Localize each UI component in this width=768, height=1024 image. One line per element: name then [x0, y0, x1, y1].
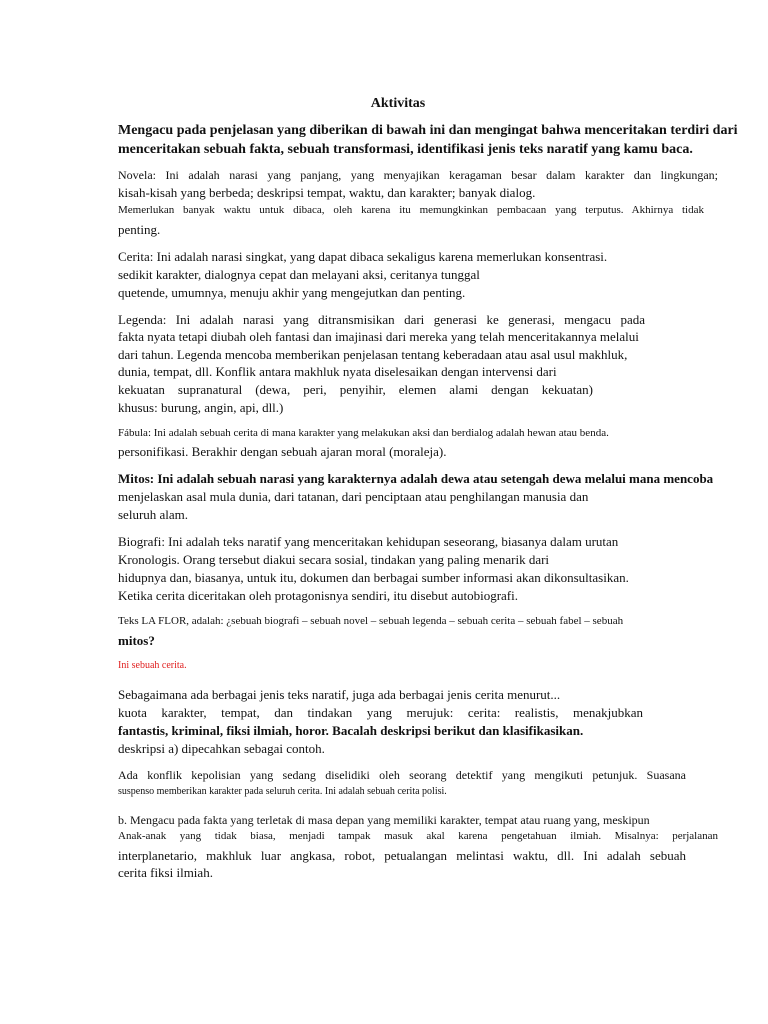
genres-line-3: fantastis, kriminal, fiksi ilmiah, horor. Bacalah deskripsi berikut dan klasifikasikan.: [118, 723, 584, 738]
legenda-line-2: fakta nyata tetapi diubah oleh fantasi dan imajinasi dari mereka yang telah menceritakannya melalui: [118, 329, 639, 344]
legenda-line-1: Legenda: Ini adalah narasi yang ditransmisikan dari generasi ke generasi, mengacu pada: [118, 312, 645, 327]
example-b-line-1: b. Mengacu pada fakta yang terletak di masa depan yang memiliki karakter, tempat atau ruang yang, meskipun: [118, 813, 650, 827]
mitos-line-1: Mitos: Ini adalah sebuah narasi yang karakternya adalah dewa atau setengah dewa melalui mana mencoba: [118, 471, 714, 486]
biografi-line-1: Biografi: Ini adalah teks naratif yang menceritakan kehidupan seseorang, biasanya dalam urutan: [118, 534, 619, 549]
novela-line-3: Memerlukan banyak waktu untuk dibaca, oleh karena itu memungkinkan pembacaan yang terputus. Akhirnya tidak: [118, 204, 704, 216]
biografi-line-4: Ketika cerita diceritakan oleh protagonisnya sendiri, itu disebut autobiografi.: [118, 588, 518, 603]
legenda-line-4: dunia, tempat, dll. Konflik antara makhluk nyata diselesaikan dengan intervensi dari: [118, 364, 557, 379]
novela-line-4: penting.: [118, 222, 161, 237]
genres-line-1: Sebagaimana ada berbagai jenis teks naratif, juga ada berbagai jenis cerita menurut...: [118, 687, 561, 702]
example-a-line-1: Ada konflik kepolisian yang sedang diselidiki oleh seorang detektif yang mengikuti petunjuk. Suasana: [118, 768, 686, 782]
genres-line-2: kuota karakter, tempat, dan tindakan yang merujuk: cerita: realistis, menakjubkan: [118, 705, 643, 720]
intro-line-2: menceritakan sebuah fakta, sebuah transformasi, identifikasi jenis teks naratif yang kamu baca.: [118, 142, 693, 157]
legenda-line-3: dari tahun. Legenda mencoba memberikan penjelasan tentang keberadaan atau asal usul makhluk,: [118, 347, 628, 362]
cerita-line-1: Cerita: Ini adalah narasi singkat, yang dapat dibaca sekaligus karena memerlukan konsentrasi.: [118, 249, 608, 264]
fabula-line-2: personifikasi. Berakhir dengan sebuah ajaran moral (moraleja).: [118, 444, 447, 459]
legenda-line-5: kekuatan supranatural (dewa, peri, penyihir, elemen alami dengan kekuatan): [118, 382, 593, 397]
novela-line-1: Novela: Ini adalah narasi yang panjang, yang menyajikan keragaman besar dalam karakter dan lingkungan;: [118, 168, 718, 182]
intro-line-1: Mengacu pada penjelasan yang diberikan di bawah ini dan mengingat bahwa menceritakan terdiri dari: [118, 123, 738, 138]
answer-text: Ini sebuah cerita.: [118, 660, 187, 671]
question-line-2: mitos?: [118, 633, 155, 648]
legenda-line-6: khusus: burung, angin, api, dll.): [118, 400, 284, 415]
example-b-line-3: interplanetario, makhluk luar angkasa, robot, petualangan melintasi waktu, dll. Ini adalah sebuah: [118, 848, 686, 863]
example-b-line-2: Anak-anak yang tidak biasa, menjadi tampak masuk akal karena pengetahuan ilmiah. Misalnya: perjalanan: [118, 830, 718, 842]
biografi-line-3: hidupnya dan, biasanya, untuk itu, dokumen dan berbagai sumber informasi akan dikonsultasikan.: [118, 570, 629, 585]
biografi-line-2: Kronologis. Orang tersebut diakui secara sosial, tindakan yang paling menarik dari: [118, 552, 550, 567]
example-a-line-2: suspenso memberikan karakter pada seluruh cerita. Ini adalah sebuah cerita polisi.: [118, 786, 447, 797]
genres-line-4: deskripsi a) dipecahkan sebagai contoh.: [118, 741, 325, 756]
example-b-line-4: cerita fiksi ilmiah.: [118, 865, 213, 880]
mitos-line-2: menjelaskan asal mula dunia, dari tatanan, dari penciptaan atau penghilangan manusia dan: [118, 489, 589, 504]
cerita-line-3: quetende, umumnya, menuju akhir yang mengejutkan dan penting.: [118, 285, 466, 300]
cerita-line-2: sedikit karakter, dialognya cepat dan melayani aksi, ceritanya tunggal: [118, 267, 480, 282]
question-line-1: Teks LA FLOR, adalah: ¿sebuah biografi – sebuah novel – sebuah legenda – sebuah cerita – sebuah fabel – sebuah: [118, 615, 624, 627]
novela-line-2: kisah-kisah yang berbeda; deskripsi tempat, waktu, dan karakter; banyak dialog.: [118, 185, 536, 200]
page-title: Aktivitas: [370, 96, 426, 111]
mitos-line-3: seluruh alam.: [118, 507, 189, 522]
fabula-line-1: Fábula: Ini adalah sebuah cerita di mana karakter yang melakukan aksi dan berdialog adalah hewan atau benda.: [118, 427, 609, 439]
